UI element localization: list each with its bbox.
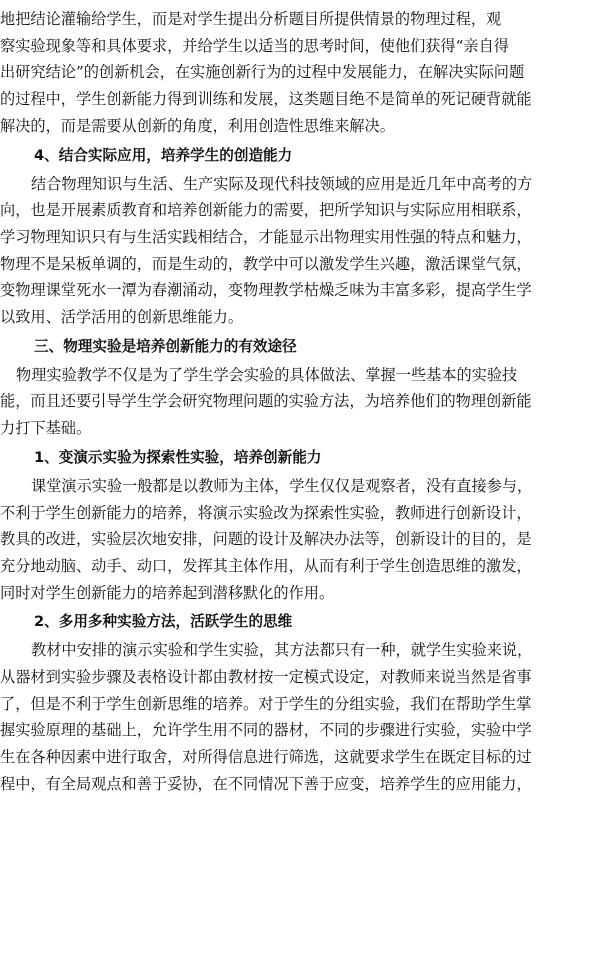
text-line: 充分地动脑、动手、动口，发挥其主体作用，从而有利于学生创造思维的激发， — [0, 556, 532, 575]
text-line: 变物理课堂死水一潭为春潮涌动，变物理教学枯燥乏味为丰富多彩，提高学生学 — [0, 281, 532, 300]
paragraph-experiment-teaching — [0, 362, 590, 442]
heading-section-three: 三、物理实验是培养创新能力的有效途径 — [34, 337, 297, 355]
text-line: 以致用、活学活用的创新思维能力。 — [0, 308, 243, 327]
text-line: 从器材到实验步骤及表格设计都由教材按一定模式设定，对教师来说当然是省事 — [0, 668, 532, 687]
text-line: 教具的改进，实验层次地安排，问题的设计及解决办法等，创新设计的目的，是 — [0, 530, 532, 549]
text-line: 程中，有全局观点和善于妥协，在不同情况下善于应变，培养学生的应用能力， — [0, 774, 532, 793]
text-line: 课堂演示实验一般都是以教师为主体，学生仅仅是观察者，没有直接参与， — [31, 476, 533, 495]
text-line: 的过程中，学生创新能力得到训练和发展，这类题目绝不是简单的死记硬背就能 — [0, 90, 532, 109]
heading-exploratory-experiment: 1、变演示实验为探索性实验，培养创新能力 — [34, 448, 322, 466]
text-line: 生在各种因素中进行取舍，对所得信息进行筛选，这就要求学生在既定目标的过 — [0, 748, 532, 767]
text-line: 结合物理知识与生活、生产实际及现代科技领域的应用是近几年中高考的方 — [31, 174, 533, 193]
text-line: 能，而且还要引导学生学会研究物理问题的实验方法，为培养他们的物理创新能 — [0, 392, 532, 411]
text-line: 解决的，而是需要从创新的角度，利用创造性思维来解决。 — [0, 116, 395, 135]
text-line: 学习物理知识只有与生活实践相结合，才能显示出物理实用性强的特点和魅力， — [0, 227, 532, 246]
text-line: 握实验原理的基础上，允许学生用不同的器材，不同的步骤进行实验，实验中学 — [0, 721, 532, 740]
paragraph-practical-application — [0, 171, 590, 331]
heading-multiple-methods: 2、多用多种实验方法，活跃学生的思维 — [34, 613, 293, 631]
paragraph-exploratory-experiment — [0, 473, 590, 607]
text-line: 出研究结论”的创新机会，在实施创新行为的过程中发展能力，在解决实际问题 — [0, 63, 525, 82]
text-line: 向，也是开展素质教育和培养创新能力的需要，把所学知识与实际应用相联系， — [0, 201, 532, 220]
text-line: 同时对学生创新能力的培养起到潜移默化的作用。 — [0, 583, 335, 602]
text-line: 了，但是不利于学生创新思维的培养。对于学生的分组实验，我们在帮助学生掌 — [0, 694, 532, 713]
text-line: 力打下基础。 — [0, 419, 92, 438]
text-line: 物理不是呆板单调的，而是生动的，教学中可以激发学生兴趣，激活课堂气氛， — [0, 254, 532, 273]
text-line: 地把结论灌输给学生，而是对学生提出分析题目所提供情景的物理过程，观 — [0, 10, 502, 28]
heading-practical-application: 4、结合实际应用，培养学生的创造能力 — [34, 146, 293, 164]
text-line: 不利于学生创新能力的培养，将演示实验改为探索性实验，教师进行创新设计， — [0, 503, 532, 522]
text-line: 察实验现象等和具体要求，并给学生以适当的思考时间，使他们获得“亲自得 — [0, 36, 509, 55]
text-line: 教材中安排的演示实验和学生实验，其方法都只有一种，就学生实验来说， — [31, 641, 533, 660]
paragraph-multiple-methods — [0, 637, 590, 797]
text-line: 物理实验教学不仅是为了学生学会实验的具体做法、掌握一些基本的实验技 — [16, 365, 518, 384]
paragraph-conclusion — [0, 6, 590, 140]
